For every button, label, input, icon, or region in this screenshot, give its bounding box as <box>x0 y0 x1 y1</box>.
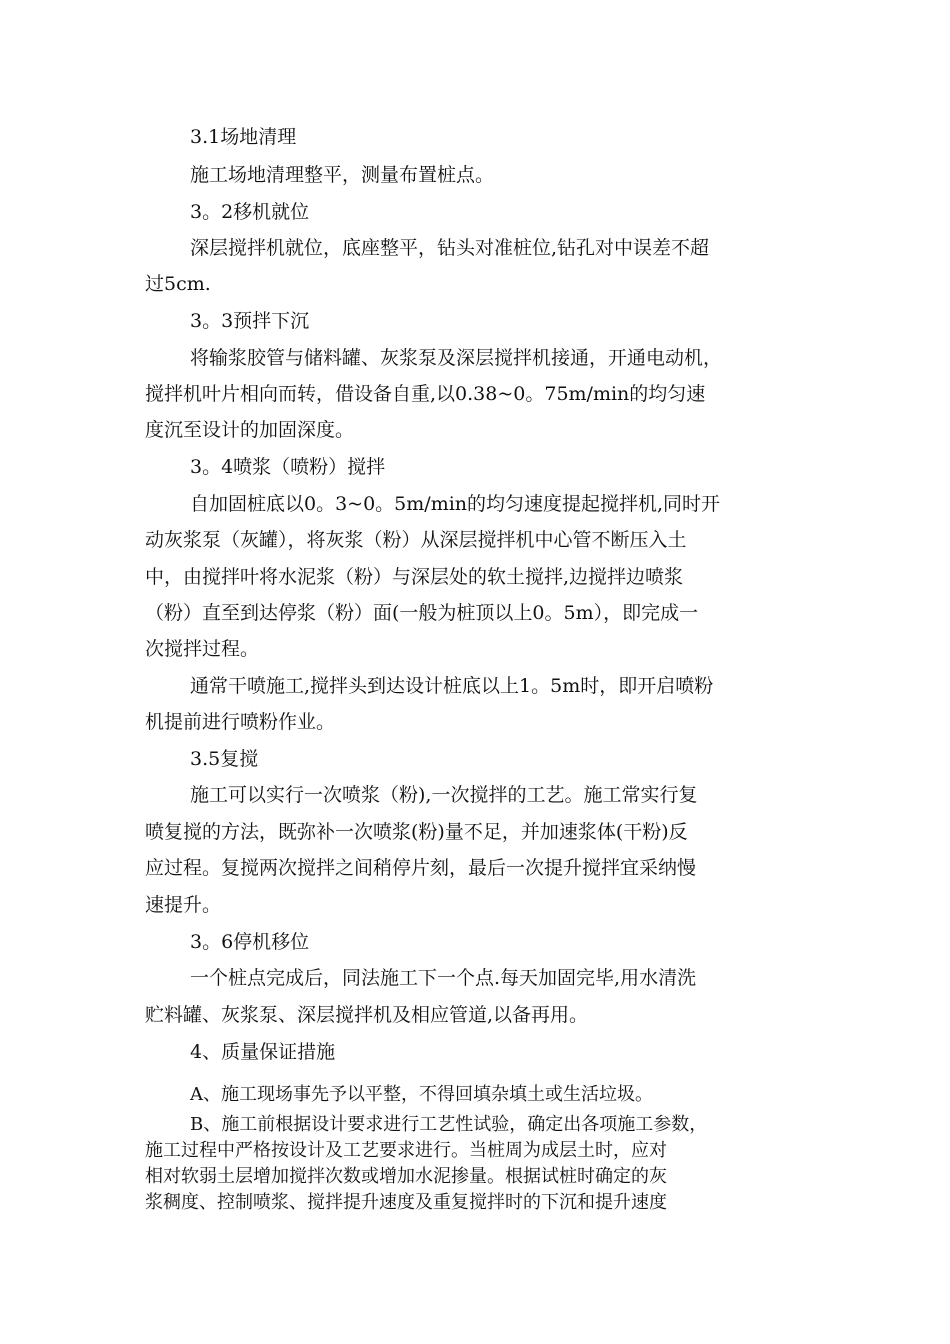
section-heading-3-2: 3。2移机就位 <box>190 201 310 223</box>
section-heading-3-6: 3。6停机移位 <box>190 931 310 953</box>
paragraph-line: 施工场地清理整平，测量布置桩点。 <box>190 164 495 186</box>
paragraph-line: 过5cm. <box>145 273 211 295</box>
paragraph-line: 一个桩点完成后，同法施工下一个点.每天加固完毕,用水清洗 <box>190 967 697 989</box>
paragraph-line: 贮料罐、灰浆泵、深层搅拌机及相应管道,以备再用。 <box>145 1004 589 1026</box>
paragraph-line: 机提前进行喷粉作业。 <box>145 711 336 733</box>
paragraph-line: 相对软弱土层增加搅拌次数或增加水泥掺量。根据试桩时确定的灰 <box>145 1166 667 1187</box>
paragraph-line: 搅拌机叶片相向而转，借设备自重,以0.38~0。75m/min的均匀速 <box>145 383 706 405</box>
paragraph-line: 度沉至设计的加固深度。 <box>145 419 355 441</box>
measure-item-b: B、施工前根据设计要求进行工艺性试验，确定出各项施工参数， <box>190 1114 708 1135</box>
section-heading-3-5: 3.5复搅 <box>190 748 259 770</box>
paragraph-line: 喷复搅的方法，既弥补一次喷浆(粉)量不足，并加速浆体(干粉)反 <box>145 821 688 843</box>
paragraph-line: 施工过程中严格按设计及工艺要求进行。当桩周为成层土时，应对 <box>145 1140 667 1161</box>
paragraph-line: （粉）直至到达停浆（粉）面(一般为桩顶以上0。5m），即完成一 <box>145 602 699 624</box>
paragraph-line: 动灰浆泵（灰罐），将灰浆（粉）从深层搅拌机中心管不断压入土 <box>145 529 687 551</box>
section-heading-4: 4、质量保证措施 <box>190 1041 336 1063</box>
section-heading-3-3: 3。3预拌下沉 <box>190 310 310 332</box>
paragraph-line: 速提升。 <box>145 894 222 916</box>
section-heading-3-4: 3。4喷浆（喷粉）搅拌 <box>190 456 386 478</box>
paragraph-line: 中，由搅拌叶将水泥浆（粉）与深层处的软土搅拌,边搅拌边喷浆 <box>145 566 684 588</box>
paragraph-line: 浆稠度、控制喷浆、搅拌提升速度及重复搅拌时的下沉和提升速度 <box>145 1192 667 1213</box>
measure-item-a: A、施工现场事先予以平整，不得回填杂填土或生活垃圾。 <box>190 1084 653 1105</box>
paragraph-line: 通常干喷施工,搅拌头到达设计桩底以上1。5m时，即开启喷粉 <box>190 675 714 697</box>
section-heading-3-1: 3.1场地清理 <box>190 126 297 148</box>
paragraph-line: 次搅拌过程。 <box>145 638 260 660</box>
paragraph-line: 自加固桩底以0。3~0。5m/min的均匀速度提起搅拌机,同时开 <box>190 493 721 515</box>
paragraph-line: 施工可以实行一次喷浆（粉),一次搅拌的工艺。施工常实行复 <box>190 784 698 806</box>
paragraph-line: 深层搅拌机就位，底座整平，钻头对准桩位,钻孔对中误差不超 <box>190 237 710 259</box>
paragraph-line: 将输浆胶管与储料罐、灰浆泵及深层搅拌机接通，开通电动机， <box>190 347 723 369</box>
paragraph-line: 应过程。复搅两次搅拌之间稍停片刻，最后一次提升搅拌宜采纳慢 <box>145 857 697 879</box>
